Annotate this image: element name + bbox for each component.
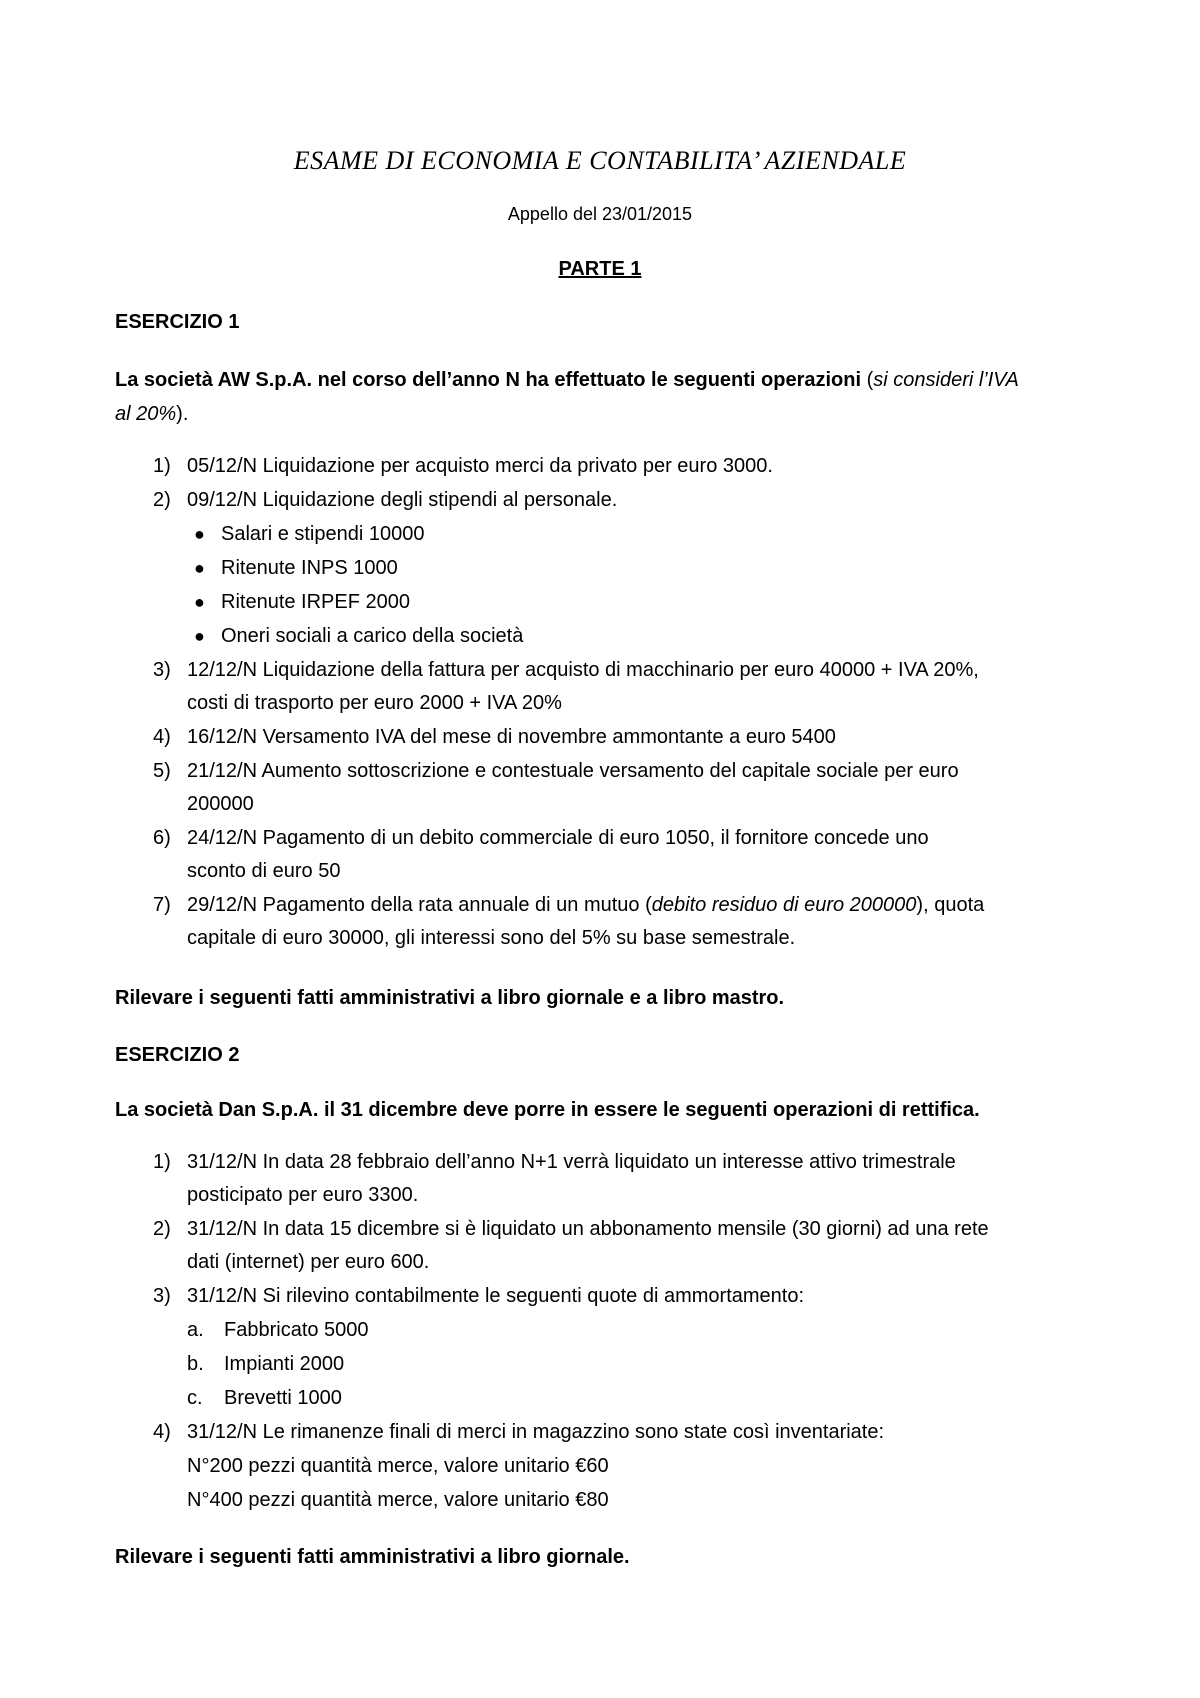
exercise-1-intro (115, 363, 1095, 431)
bullet-icon: ● (194, 626, 205, 646)
item-text-line1: 12/12/N Liquidazione della fattura per acquisto di macchinario per euro 40000 + IVA 20%, (187, 659, 979, 681)
sub-text: Brevetti 1000 (224, 1387, 342, 1409)
item-text-line2: posticipato per euro 3300. (187, 1184, 419, 1206)
item-text-line2: costi di trasporto per euro 2000 + IVA 20% (187, 692, 562, 714)
intro-text: La società AW S.p.A. nel corso dell’anno N ha effettuato le seguenti operazioni (115, 369, 862, 391)
item-number: 1) (153, 1151, 171, 1173)
item-text-line1: 31/12/N In data 28 febbraio dell’anno N+1 verrà liquidato un interesse attivo trimestrale (187, 1151, 956, 1173)
bullet-text: Oneri sociali a carico della società (221, 625, 524, 647)
list-item (115, 1416, 1095, 1449)
bullet-item (194, 518, 425, 551)
item-number: 1) (153, 455, 171, 477)
intro-paren-open: ( (861, 369, 874, 391)
sub-item (187, 1314, 369, 1347)
item-text-part: 29/12/N Pagamento della rata annuale di un mutuo ( (187, 894, 652, 916)
list-item (115, 484, 1095, 517)
exercise-2-instruction: Rilevare i seguenti fatti amministrativi a libro giornale. (115, 1546, 630, 1568)
bullet-icon: ● (194, 524, 205, 544)
list-item (115, 889, 1095, 955)
item-number: 2) (153, 1218, 171, 1240)
item-text: 16/12/N Versamento IVA del mese di novembre ammontante a euro 5400 (187, 726, 836, 748)
list-item (115, 755, 1095, 821)
item-number: 5) (153, 760, 171, 782)
item-text-line1: 24/12/N Pagamento di un debito commerciale di euro 1050, il fornitore concede uno (187, 827, 929, 849)
exam-date: Appello del 23/01/2015 (507, 204, 693, 224)
sub-letter: b. (187, 1353, 204, 1375)
sub-item (187, 1382, 342, 1415)
item-text-italic: debito residuo di euro 200000 (651, 894, 917, 916)
sub-letter: a. (187, 1319, 204, 1341)
item-text-part: ), quota (916, 894, 985, 916)
item-number: 3) (153, 659, 171, 681)
bullet-icon: ● (194, 592, 205, 612)
item-text: 31/12/N Si rilevino contabilmente le seguenti quote di ammortamento: (187, 1285, 805, 1307)
intro-paren-close: ). (176, 403, 189, 425)
item-text-line1: 21/12/N Aumento sottoscrizione e contestuale versamento del capitale sociale per euro (187, 760, 959, 782)
sub-text: Fabbricato 5000 (224, 1319, 369, 1341)
bullet-icon: ● (194, 558, 205, 578)
item-text: 31/12/N Le rimanenze finali di merci in magazzino sono state così inventariate: (187, 1421, 885, 1443)
item-text-line2: sconto di euro 50 (187, 860, 341, 882)
stock-line: N°400 pezzi quantità merce, valore unitario €80 (187, 1489, 609, 1511)
list-item (115, 450, 1095, 483)
item-text-line2: 200000 (187, 793, 254, 815)
item-number: 6) (153, 827, 171, 849)
list-item (115, 822, 1095, 888)
exercise-1-instruction: Rilevare i seguenti fatti amministrativi a libro giornale e a libro mastro. (115, 987, 785, 1009)
item-number: 4) (153, 726, 171, 748)
bullet-item (194, 620, 524, 653)
stock-line: N°200 pezzi quantità merce, valore unitario €60 (187, 1455, 609, 1477)
sub-text: Impianti 2000 (224, 1353, 345, 1375)
list-item (115, 654, 1095, 720)
part-heading: PARTE 1 (558, 258, 642, 280)
item-text-line2: capitale di euro 30000, gli interessi sono del 5% su base semestrale. (187, 927, 796, 949)
item-number: 2) (153, 489, 171, 511)
sub-item (187, 1348, 344, 1381)
item-number: 4) (153, 1421, 171, 1443)
bullet-item (194, 586, 410, 619)
bullet-item (194, 552, 398, 585)
intro-vat-note: si consideri l’IVA (873, 369, 1019, 391)
item-text-line1: 31/12/N In data 15 dicembre si è liquidato un abbonamento mensile (30 giorni) ad una rete (187, 1218, 989, 1240)
item-number: 7) (153, 894, 171, 916)
exercise-2-heading: ESERCIZIO 2 (115, 1044, 240, 1066)
item-text-line1 (187, 889, 1095, 922)
exercise-2-intro: La società Dan S.p.A. il 31 dicembre deve porre in essere le seguenti operazioni di rettifica. (115, 1099, 980, 1121)
list-item (115, 1280, 1095, 1313)
intro-vat-rate: al 20% (115, 403, 177, 425)
sub-letter: c. (187, 1387, 203, 1409)
list-item (115, 721, 1095, 754)
item-text: 09/12/N Liquidazione degli stipendi al personale. (187, 489, 618, 511)
bullet-text: Salari e stipendi 10000 (221, 523, 425, 545)
item-number: 3) (153, 1285, 171, 1307)
bullet-text: Ritenute INPS 1000 (221, 557, 398, 579)
item-text-line2: dati (internet) per euro 600. (187, 1251, 430, 1273)
exercise-1-heading: ESERCIZIO 1 (115, 311, 240, 333)
bullet-text: Ritenute IRPEF 2000 (221, 591, 410, 613)
page-title: ESAME DI ECONOMIA E CONTABILITA’ AZIENDALE (293, 146, 907, 175)
list-item (115, 1146, 1095, 1212)
list-item (115, 1213, 1095, 1279)
item-text: 05/12/N Liquidazione per acquisto merci da privato per euro 3000. (187, 455, 773, 477)
